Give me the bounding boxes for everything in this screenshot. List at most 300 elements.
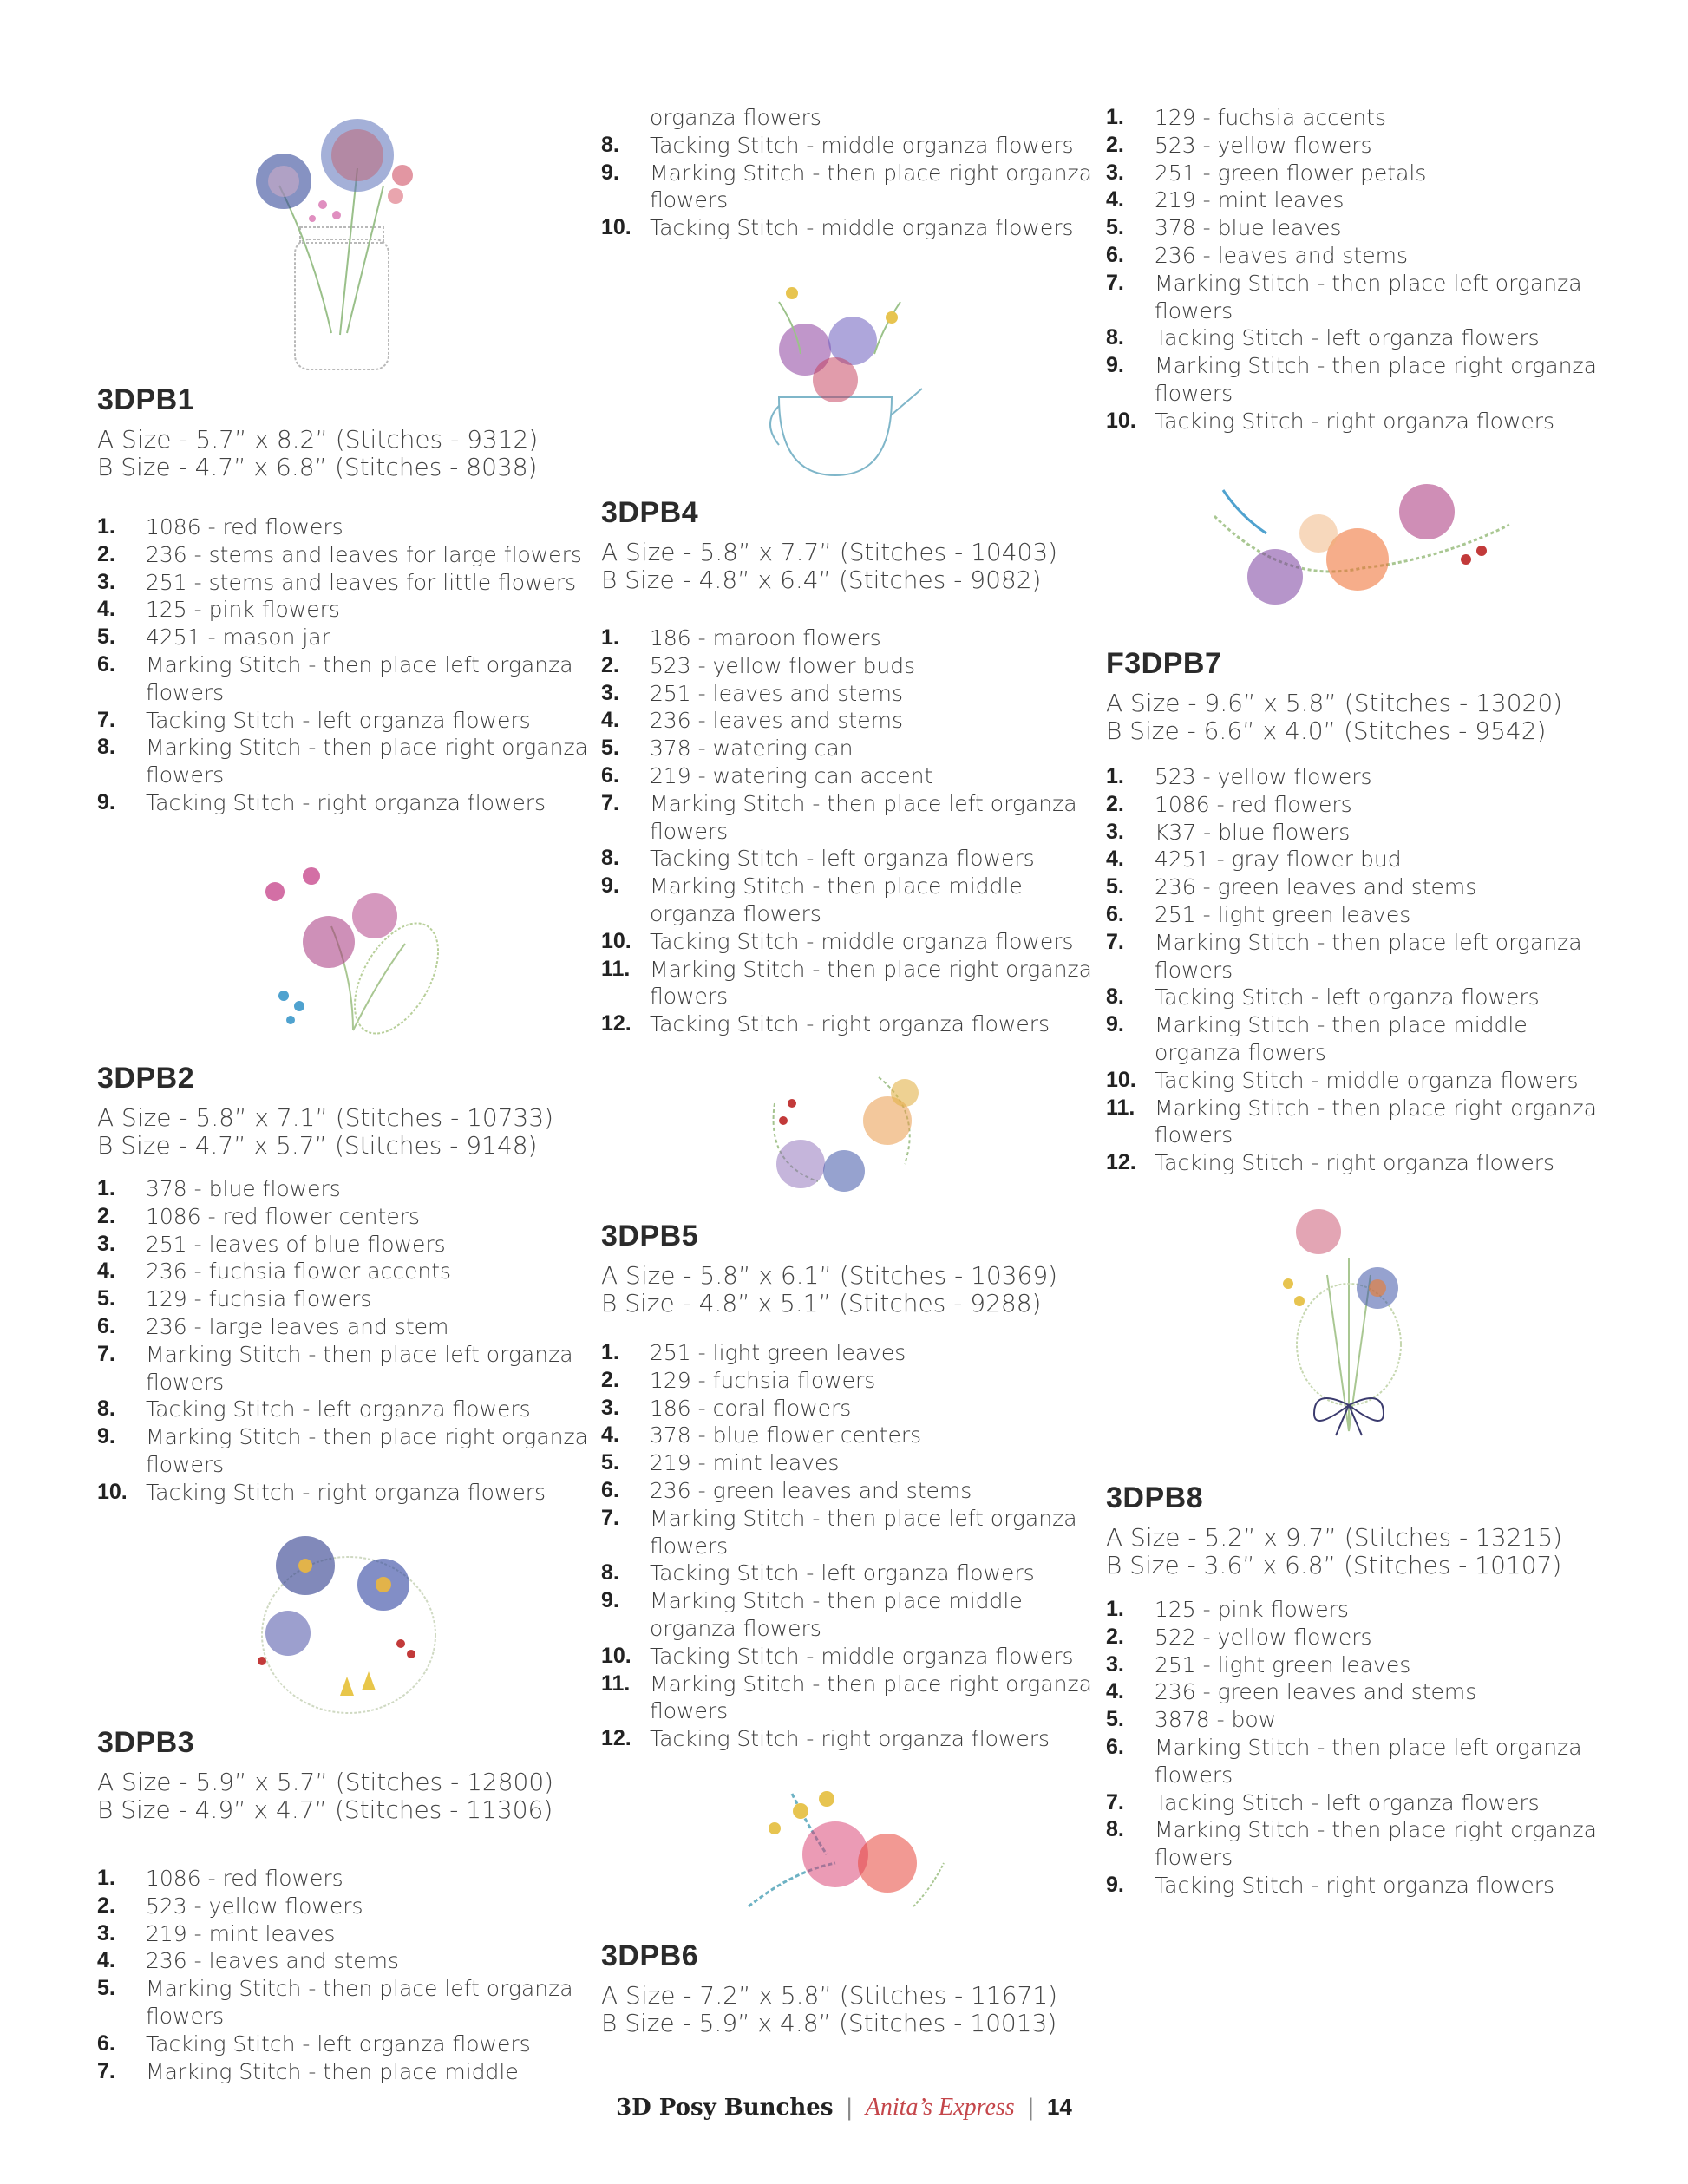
design-title: 3DPB4 [601,496,699,529]
step-text: 378 - blue flowers [146,1176,341,1201]
thread-step [601,818,1122,846]
thread-step [601,707,1122,735]
step-number: 5. [1106,874,1124,899]
thread-step [601,900,1122,928]
step-number: 8. [1106,325,1124,350]
thread-step [1106,1596,1626,1624]
step-text: 1086 - red flowers [1155,791,1352,817]
step-text: 236 - leaves and stems [146,1948,399,1974]
step-number: 9. [601,160,619,185]
design-title: 3DPB1 [97,383,195,416]
footer-separator: | [845,2095,854,2121]
step-text: 236 - large leaves and stem [146,1313,449,1339]
thread-step [601,1587,1122,1615]
thread-step [601,680,1122,708]
thread-step [1106,873,1626,901]
step-number: 2. [1106,791,1124,816]
step-text: 378 - watering can [650,736,854,762]
step-number: 10. [601,1643,631,1668]
step-number: 3. [97,1231,115,1256]
thread-step [1106,791,1626,819]
step-number: 5. [97,624,115,650]
thread-step [97,513,618,541]
step-text: K37 - blue flowers [1155,819,1351,845]
thread-step [601,1671,1122,1698]
step-text: 219 - mint leaves [650,1450,840,1476]
step-text: 3878 - bow [1155,1707,1277,1733]
thread-step [601,186,1122,214]
thread-step [601,1010,1122,1038]
step-text: Tacking Stitch - middle organza flowers [650,928,1074,954]
thread-step-list [1106,763,1626,1177]
step-number: 4. [1106,847,1124,872]
step-text: Marking Stitch - then place right organza [1155,1095,1597,1121]
size-a: A Size - 5.8” x 7.7” (Stitches - 10403) [601,538,1058,566]
step-number: 1. [1106,764,1124,788]
step-number: 12. [1106,1150,1136,1175]
design-image-fuchsia-posy [249,848,457,1048]
size-a: A Size - 5.2” x 9.7” (Stitches - 13215) [1106,1523,1563,1552]
step-number: 1. [97,514,115,539]
footer-separator: | [1026,2095,1035,2121]
thread-step [601,1395,1122,1422]
size-a: A Size - 5.9” x 5.7” (Stitches - 12800) [97,1768,554,1796]
design-title: 3DPB6 [601,1939,699,1972]
step-text: Marking Stitch - then place right organza [146,735,588,761]
step-number: 11. [1106,1095,1135,1120]
thread-step [1106,380,1626,408]
design-title: F3DPB7 [1106,647,1222,680]
thread-step [1106,1789,1626,1817]
step-text: 236 - green leaves and stems [650,1477,972,1503]
step-text: 523 - yellow flowers [1155,764,1372,789]
thread-step [1106,242,1626,270]
thread-step [601,983,1122,1010]
thread-step [601,624,1122,652]
size-b: B Size - 5.9” x 4.8” (Stitches - 10013) [601,2009,1057,2037]
step-text: 378 - blue flower centers [650,1422,922,1448]
thread-step [97,651,618,679]
step-number: 1. [601,1340,619,1364]
step-number: 2. [1106,1624,1124,1649]
step-text: 236 - fuchsia flower accents [146,1259,452,1285]
thread-step [97,1479,618,1507]
step-text: Marking Stitch - then place left organza [1155,929,1582,955]
step-text: 125 - pink flowers [146,597,340,623]
step-number: 4. [601,708,619,733]
size-b: B Size - 4.8” x 6.4” (Stitches - 9082) [601,566,1042,594]
design-image-wreath-posy [757,1069,931,1197]
step-text: 236 - green leaves and stems [1155,874,1477,900]
step-text: 129 - fuchsia accents [1155,105,1386,130]
step-number: 9. [601,873,619,899]
step-text: 1086 - red flowers [146,1866,343,1891]
step-number: 8. [97,1396,115,1422]
size-b: B Size - 4.9” x 4.7” (Stitches - 11306) [97,1795,553,1824]
thread-step [97,569,618,597]
step-number: 5. [97,1286,115,1311]
thread-step [1106,298,1626,325]
step-number: 7. [601,1505,619,1530]
step-text: 129 - fuchsia flowers [146,1286,372,1312]
thread-step-list [1106,1596,1626,1900]
step-text: 378 - blue leaves [1155,215,1342,241]
step-number: 7. [1106,270,1124,295]
step-text: Marking Stitch - then place right organza [650,956,1092,982]
step-number: 3. [97,569,115,594]
thread-step [97,1451,618,1479]
step-text: Marking Stitch - then place right organza [146,1424,588,1450]
step-text: Marking Stitch - then place right organza [650,1671,1092,1697]
step-text: Tacking Stitch - left organza flowers [1155,984,1540,1010]
thread-step [97,1865,618,1893]
step-text: 523 - yellow flower buds [650,652,916,678]
step-number: 3. [1106,1651,1124,1677]
step-number: 2. [601,652,619,677]
thread-step [1106,1651,1626,1679]
step-text: flowers [146,762,225,788]
thread-step [97,679,618,707]
step-text: 236 - stems and leaves for large flowers [146,541,582,567]
thread-step [601,1505,1122,1533]
step-number: 10. [601,215,631,240]
thread-step [97,596,618,624]
thread-step [601,790,1122,818]
thread-step [1106,352,1626,380]
thread-step [97,1285,618,1313]
thread-step [1106,929,1626,957]
step-text: Tacking Stitch - left organza flowers [146,1396,531,1422]
thread-step [97,1893,618,1920]
step-text: Tacking Stitch - right organza flowers [1155,1150,1555,1176]
thread-step [1106,1067,1626,1095]
step-text: Tacking Stitch - right organza flowers [1155,408,1555,434]
design-image-watering-can-bouquet [762,276,926,484]
thread-step [601,735,1122,762]
step-text: flowers [650,1533,729,1559]
size-a: A Size - 5.8” x 6.1” (Stitches - 10369) [601,1261,1058,1290]
step-number: 11. [601,956,631,981]
step-text: flowers [1155,1122,1233,1148]
step-text: flowers [1155,1845,1233,1871]
thread-step [601,928,1122,956]
step-number: 2. [1106,132,1124,157]
thread-step [1106,1872,1626,1900]
step-number: 12. [601,1011,631,1036]
step-number: 9. [601,1588,619,1613]
step-number: 7. [97,2058,115,2083]
thread-step [97,2058,618,2086]
step-text: Tacking Stitch - right organza flowers [650,1011,1050,1037]
thread-step [1106,1149,1626,1177]
step-number: 1. [1106,1597,1124,1621]
step-number: 4. [1106,187,1124,213]
step-text: 251 - light green leaves [650,1340,906,1365]
step-number: 8. [1106,984,1124,1010]
step-text: Tacking Stitch - left organza flowers [146,707,531,733]
thread-step [601,1615,1122,1643]
step-number: 10. [1106,1067,1136,1092]
thread-step [1106,270,1626,298]
footer-document-title: 3D Posy Bunches [616,2095,834,2121]
thread-step [97,762,618,789]
thread-step [97,734,618,762]
thread-step [97,2030,618,2058]
thread-step [1106,846,1626,873]
step-number: 6. [1106,901,1124,926]
step-text: Marking Stitch - then place right organza [1155,1817,1597,1843]
step-number: 10. [1106,408,1136,433]
step-number: 5. [601,736,619,761]
size-b: B Size - 6.6” x 4.0” (Stitches - 9542) [1106,716,1547,745]
step-text: 4251 - gray flower bud [1155,847,1402,873]
thread-step [97,1175,618,1203]
step-text: Marking Stitch - then place middle [650,873,1023,899]
thread-step [97,707,618,735]
step-text: Marking Stitch - then place right organza [650,160,1092,186]
step-number: 6. [1106,242,1124,267]
thread-step-list-continued [601,104,1122,242]
step-number: 3. [601,1395,619,1420]
thread-step [601,1449,1122,1477]
step-text: 1086 - red flowers [146,514,343,539]
step-text: Tacking Stitch - left organza flowers [650,1560,1035,1586]
step-text: Marking Stitch - then place left organza [146,1976,573,2002]
step-number: 10. [601,928,631,953]
thread-step [601,1477,1122,1505]
step-number: 9. [1106,353,1124,378]
thread-step [1106,1734,1626,1762]
design-image-mason-jar-bouquet [236,108,453,376]
thread-step [1106,1121,1626,1149]
step-number: 7. [1106,929,1124,954]
step-text: Marking Stitch - then place right organza [1155,353,1597,379]
step-text: 523 - yellow flowers [1155,132,1372,158]
step-text: flowers [146,1451,225,1477]
step-number: 4. [97,597,115,622]
step-text: 251 - leaves of blue flowers [146,1231,446,1257]
design-title: 3DPB3 [97,1726,195,1759]
thread-step [601,132,1122,160]
thread-step [601,1560,1122,1587]
step-text: Marking Stitch - then place middle [650,1588,1023,1614]
step-number: 3. [1106,160,1124,185]
step-text: flowers [1155,298,1233,324]
step-text: Marking Stitch - then place middle [146,2058,519,2084]
thread-step [1106,1706,1626,1734]
thread-step [601,1643,1122,1671]
step-number: 5. [1106,1707,1124,1732]
step-text: organza flowers [650,900,821,926]
step-text: 236 - leaves and stems [650,708,903,734]
step-text: Tacking Stitch - middle organza flowers [1155,1067,1579,1093]
step-text: flowers [650,187,729,213]
step-number: 8. [601,1560,619,1586]
step-number: 3. [97,1920,115,1945]
step-number: 9. [97,789,115,814]
page-footer [0,2094,1688,2122]
step-number: 2. [97,1203,115,1228]
step-text: organza flowers [1155,1039,1326,1065]
thread-step-list [601,624,1122,1038]
thread-step [1106,1816,1626,1844]
step-text: flowers [650,818,729,844]
thread-step [97,789,618,817]
step-text: 251 - green flower petals [1155,160,1427,186]
size-a: A Size - 5.7” x 8.2” (Stitches - 9312) [97,425,539,454]
design-title: 3DPB5 [601,1220,699,1252]
step-number: 7. [97,1341,115,1366]
step-text: flowers [1155,380,1233,406]
thread-step [1106,1844,1626,1872]
thread-step [601,652,1122,680]
thread-step [601,104,1122,132]
step-text: flowers [1155,1762,1233,1788]
step-number: 6. [97,1313,115,1338]
size-a: A Size - 7.2” x 5.8” (Stitches - 11671) [601,1981,1058,2010]
size-a: A Size - 5.8” x 7.1” (Stitches - 10733) [97,1103,554,1132]
thread-step-list [97,1865,618,2085]
step-text: flowers [650,1698,729,1724]
step-number: 3. [601,680,619,705]
step-text: flowers [146,2003,225,2029]
step-text: Tacking Stitch - right organza flowers [146,1479,546,1505]
step-text: flowers [1155,957,1233,983]
step-text: 219 - mint leaves [1155,187,1345,213]
thread-step [1106,408,1626,435]
step-text: Marking Stitch - then place left organza [650,1505,1077,1531]
thread-step [601,160,1122,187]
step-number: 8. [601,132,619,157]
thread-step [601,1422,1122,1449]
thread-step [1106,214,1626,242]
step-text: flowers [146,679,225,705]
thread-step [1106,1011,1626,1039]
thread-step-list [97,513,618,817]
step-number: 8. [1106,1817,1124,1842]
step-number: 4. [1106,1679,1124,1704]
step-number: 4. [601,1422,619,1448]
design-image-bow-bouquet [1266,1206,1431,1440]
step-number: 2. [97,541,115,566]
step-text: Tacking Stitch - left organza flowers [650,846,1035,872]
thread-step [601,845,1122,873]
step-text: 129 - fuchsia flowers [650,1367,876,1393]
thread-step [1106,1039,1626,1067]
thread-step [97,1920,618,1948]
thread-step [1106,819,1626,847]
design-image-garland-posy [1206,464,1518,629]
step-number: 2. [97,1893,115,1918]
step-text: Marking Stitch - then place left organza [650,790,1077,816]
thread-step [601,1533,1122,1560]
thread-step [1106,104,1626,132]
thread-step-list [97,1175,618,1507]
design-image-blue-flower-posy [253,1531,453,1722]
step-number: 5. [601,1450,619,1475]
step-text: Tacking Stitch - left organza flowers [1155,325,1540,351]
thread-step [601,1725,1122,1753]
thread-step [97,1341,618,1369]
thread-step [97,1423,618,1451]
step-number: 10. [97,1479,128,1504]
size-b: B Size - 4.7” x 5.7” (Stitches - 9148) [97,1131,538,1160]
thread-step [97,1396,618,1423]
thread-step [601,956,1122,984]
thread-step [97,2003,618,2030]
step-number: 1. [97,1866,115,1890]
thread-step [1106,957,1626,984]
step-text: 251 - light green leaves [1155,901,1411,927]
step-number: 1. [601,625,619,650]
step-number: 12. [601,1726,631,1751]
step-text: Tacking Stitch - right organza flowers [650,1726,1050,1752]
thread-step [601,1697,1122,1725]
thread-step [97,1313,618,1341]
step-text: 251 - stems and leaves for little flowers [146,569,577,595]
step-number: 9. [1106,1012,1124,1037]
step-text: Tacking Stitch - middle organza flowers [650,215,1074,241]
step-text: Marking Stitch - then place middle [1155,1012,1528,1038]
thread-step [97,1369,618,1396]
step-text: Tacking Stitch - middle organza flowers [650,132,1074,158]
step-number: 2. [601,1367,619,1392]
thread-step [97,1203,618,1231]
step-number: 5. [97,1976,115,2001]
step-text: 125 - pink flowers [1155,1597,1349,1622]
thread-step [601,762,1122,790]
step-number: 9. [97,1424,115,1449]
step-text: flowers [650,984,729,1010]
thread-step [1106,160,1626,187]
step-text: Tacking Stitch - right organza flowers [1155,1872,1555,1898]
size-a: A Size - 9.6” x 5.8” (Stitches - 13020) [1106,689,1563,717]
step-text: 1086 - red flower centers [146,1203,421,1229]
thread-step [601,1367,1122,1395]
thread-step [1106,1762,1626,1789]
step-text: 251 - light green leaves [1155,1651,1411,1677]
step-text: 219 - watering can accent [650,762,933,788]
step-text: 236 - green leaves and stems [1155,1679,1477,1705]
step-text: Marking Stitch - then place left organza [146,1341,573,1367]
step-text: Marking Stitch - then place left organza [146,651,573,677]
step-text: 4251 - mason jar [146,624,330,651]
thread-step [601,1339,1122,1367]
step-number: 6. [97,651,115,677]
thread-step-list [1106,104,1626,435]
thread-step [1106,132,1626,160]
thread-step [1106,763,1626,791]
step-number: 8. [601,846,619,871]
step-text: 186 - maroon flowers [650,625,881,651]
thread-step [97,541,618,569]
step-number: 8. [97,735,115,760]
step-text: 251 - leaves and stems [650,680,903,706]
thread-step [601,873,1122,900]
step-text: 523 - yellow flowers [146,1893,363,1919]
design-title: 3DPB8 [1106,1481,1204,1514]
thread-step [1106,901,1626,929]
design-image-spray-posy [740,1776,948,1932]
size-b: B Size - 3.6” x 6.8” (Stitches - 10107) [1106,1551,1562,1579]
thread-step [97,1975,618,2003]
thread-step [97,1947,618,1975]
step-number: 1. [97,1176,115,1200]
thread-step-list [601,1339,1122,1753]
page-number: 14 [1046,2094,1072,2120]
thread-step [1106,186,1626,214]
thread-step [97,1258,618,1285]
